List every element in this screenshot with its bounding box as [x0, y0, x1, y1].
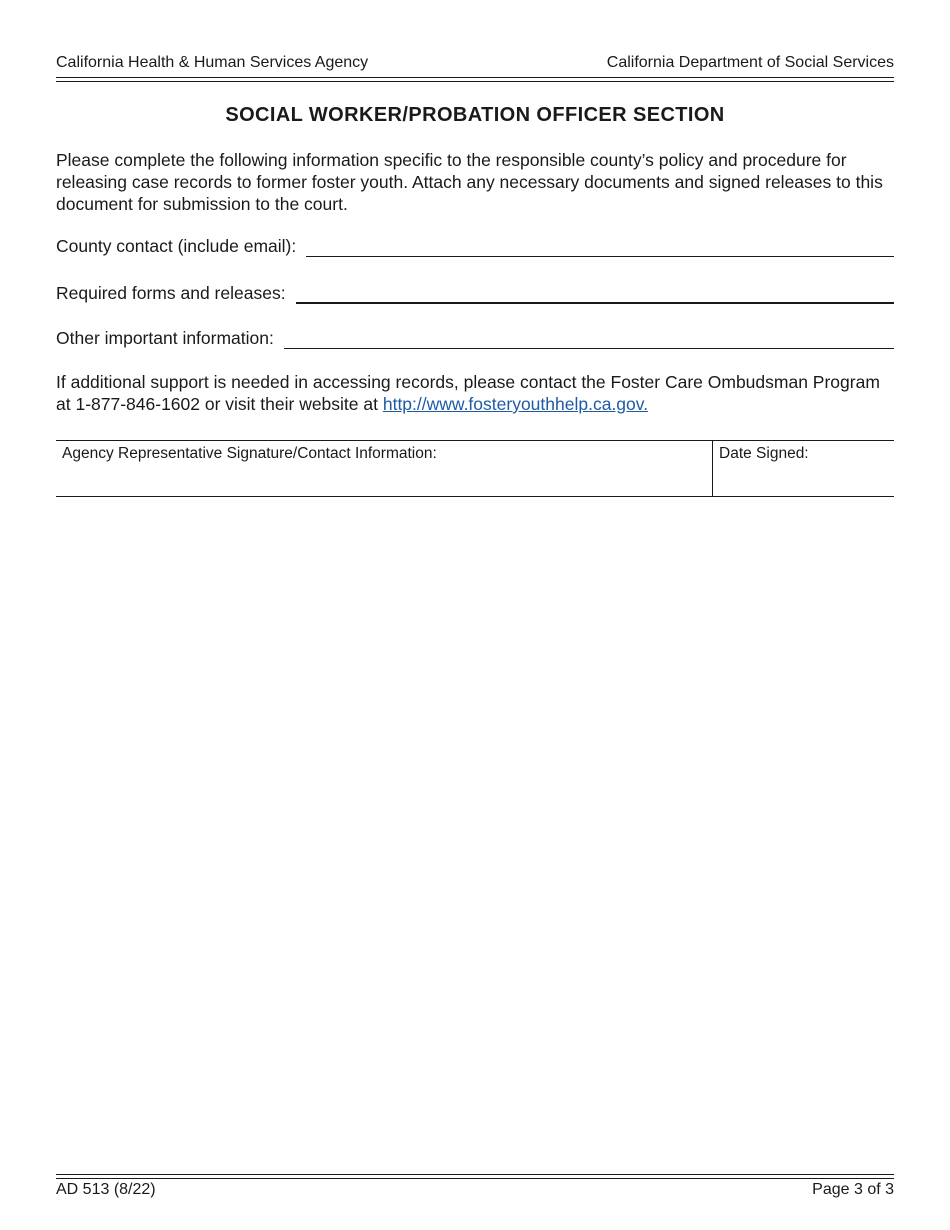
required-forms-label: Required forms and releases:	[56, 283, 286, 303]
department-name: California Department of Social Services	[606, 54, 894, 71]
ombudsman-website-link[interactable]: http://www.fosteryouthhelp.ca.gov.	[382, 394, 649, 414]
section-title: SOCIAL WORKER/PROBATION OFFICER SECTION	[225, 104, 725, 126]
other-info-label: Other important information:	[56, 328, 274, 348]
page-number: Page 3 of 3	[812, 1181, 894, 1198]
signature-table	[56, 440, 894, 497]
required-forms-input[interactable]	[296, 284, 894, 304]
county-contact-field	[56, 236, 894, 257]
form-page	[56, 0, 894, 1230]
support-paragraph	[56, 371, 894, 415]
date-signed-cell[interactable]	[713, 441, 894, 496]
header-divider	[56, 77, 894, 82]
signature-label: Agency Representative Signature/Contact Information:	[62, 445, 437, 462]
agency-name: California Health & Human Services Agency	[56, 54, 369, 71]
footer-divider	[56, 1174, 894, 1179]
required-forms-field	[56, 283, 894, 304]
other-info-input[interactable]	[284, 330, 894, 349]
form-id: AD 513 (8/22)	[56, 1181, 156, 1198]
page-footer	[56, 1180, 894, 1200]
page-header	[56, 52, 894, 74]
other-info-field	[56, 328, 894, 349]
support-text: If additional support is needed in accessing records, please contact the Foster Care Ombudsman Program at 1-877-846-1602 or visit their website at	[56, 372, 880, 414]
date-signed-label: Date Signed:	[719, 445, 809, 462]
county-contact-input[interactable]	[306, 238, 894, 257]
county-contact-label: County contact (include email):	[56, 236, 297, 256]
intro-paragraph: Please complete the following information specific to the responsible county’s policy and procedure for releasing case records to former foster youth. Attach any necessary documents and signed releases to this document for submission to the court.	[56, 150, 883, 214]
signature-cell[interactable]	[56, 441, 713, 496]
